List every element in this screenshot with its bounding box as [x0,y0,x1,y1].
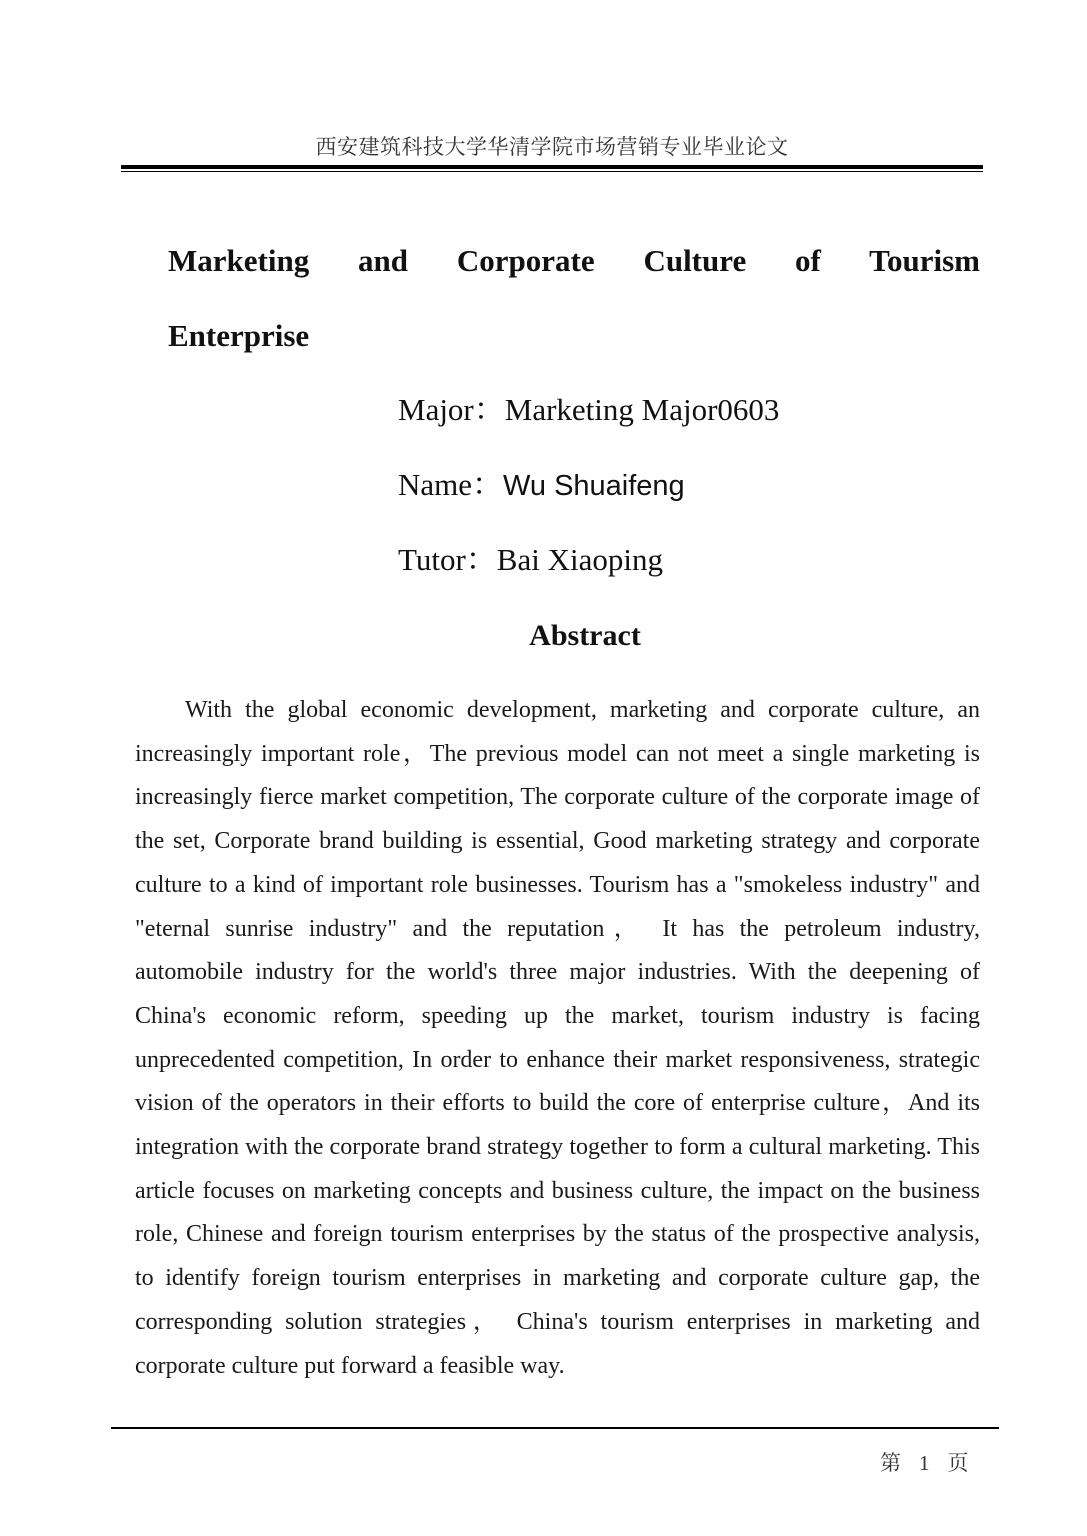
thesis-title-line-1: Marketing and Corporate Culture of Tourism [168,243,980,278]
tutor-line [398,540,663,580]
major-value: Marketing Major0603 [504,392,780,427]
major-label: Major： [398,392,505,427]
page-suffix: 页 [947,1451,969,1475]
page-number [880,1447,969,1477]
footer-rule [111,1427,999,1429]
header-rule-thick [121,165,983,169]
tutor-value: Bai Xiaoping [496,542,663,577]
abstract-body: With the global economic development, marketing and corporate culture, an increasingly important role，The previous model can not meet a single marketing is increasingly fierce market competition, The corporate culture of the corporate image of the set, Corporate brand building is essential, Good marketing strategy and corporate culture to a kind of important role businesses. Tourism has a "smokeless industry" and "eternal sunrise industry" and the reputation， It has the petroleum industry, automobile industry for the world's three major industries. With the deepening of China's economic reform, speeding up the market, tourism industry is facing unprecedented competition, In order to enhance their market responsiveness, strategic vision of the operators in their efforts to build the core of enterprise culture，And its integration with the corporate brand strategy together to form a cultural marketing. This article focuses on marketing concepts and business culture, the impact on the business role, Chinese and foreign tourism enterprises by the status of the prospective analysis, to identify foreign tourism enterprises in marketing and corporate culture gap, the corresponding solution strategies， China's tourism enterprises in marketing and corporate culture put forward a feasible way. [135,697,980,1379]
tutor-label: Tutor： [398,542,497,577]
header-rule-thin [121,171,983,172]
page-number-value: 1 [919,1451,930,1475]
abstract-heading: Abstract [529,619,641,652]
page-prefix: 第 [880,1451,901,1475]
name-label: Name： [398,467,504,502]
running-header: 西安建筑科技大学华清学院市场营销专业毕业论文 [315,135,789,159]
major-line [398,390,779,430]
thesis-title-line-2: Enterprise [168,318,310,353]
name-line [398,465,685,506]
name-value: Wu Shuaifeng [503,470,685,502]
